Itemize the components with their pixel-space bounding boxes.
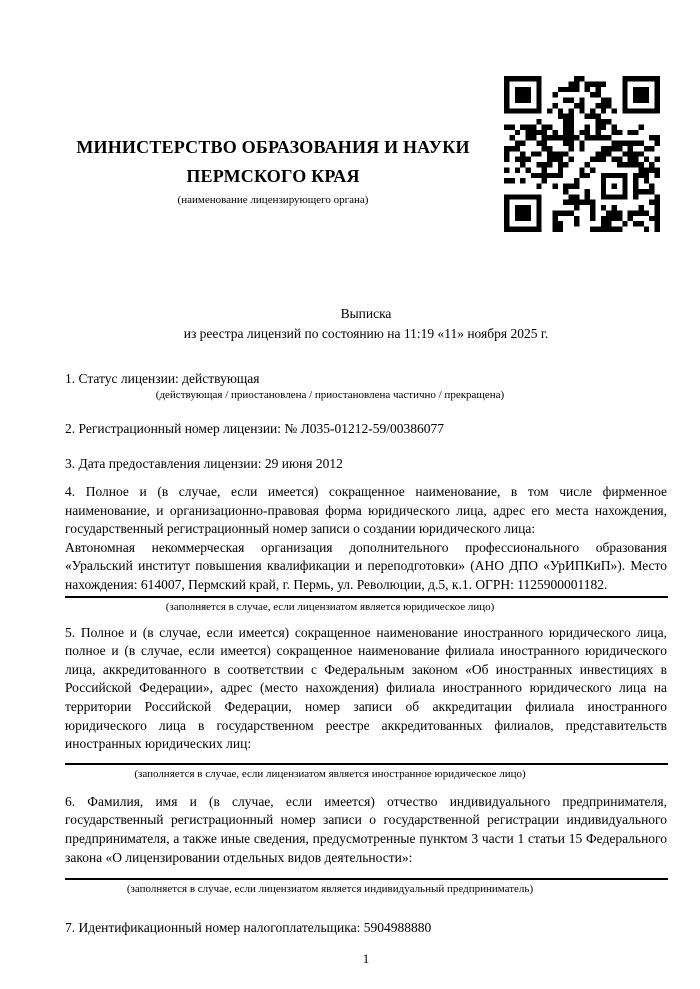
document-title [65, 304, 667, 344]
field-legal-entity-label: 4. Полное и (в случае, если имеется) сокращенное наименование, в том числе фирменное наименование, и организационно-правовая форма юридического лица, адрес его места нахождения, государственный регистрационный номер записи о создании юридического лица: [65, 484, 667, 537]
divider-line-legal-entity [65, 596, 668, 598]
document-title-line1: Выписка [340, 306, 392, 321]
empty-field-line-individual-entrepreneur [65, 878, 668, 880]
field-license-status: 1. Статус лицензии: действующая [65, 371, 260, 386]
licensing-authority-header [65, 133, 481, 207]
status-options-note: (действующая / приостановлена / приостановлена частично / прекращена) [155, 389, 505, 401]
authority-caption: (наименование лицензирующего органа) [177, 194, 369, 206]
field-grant-date: 3. Дата предоставления лицензии: 29 июня 2012 [65, 456, 343, 471]
ministry-name-line2: ПЕРМСКОГО КРАЯ [186, 166, 360, 186]
ministry-name-line1: МИНИСТЕРСТВО ОБРАЗОВАНИЯ И НАУКИ [76, 137, 470, 157]
field-foreign-entity-label: 5. Полное и (в случае, если имеется) сокращенное наименование иностранного юридического лица, полное и (в случае, если имеется) сокращенное наименование филиала иностранного юридического лица, аккредитованного в соответствии с Федеральным законом «Об иностранных инвестициях в Российской Федерации», адрес (место нахождения) филиала иностранного юридического лица на территории Российской Федерации, номер записи об аккредитации филиала иностранного юридического лица в государственном реестре аккредитованных филиалов, представительств иностранных юридических лиц: [65, 624, 667, 752]
individual-entrepreneur-note: (заполняется в случае, если лицензиатом является индивидуальный предприниматель) [126, 883, 534, 896]
field-taxpayer-number: 7. Идентификационный номер налогоплательщика: 5904988880 [65, 920, 432, 936]
page-number: 1 [362, 951, 370, 967]
foreign-entity-note: (заполняется в случае, если лицензиатом является иностранное юридическое лицо) [134, 767, 526, 780]
field-legal-entity-value: Автономная некоммерческая организация дополнительного профессионального образования «Уральский институт повышения квалификации и переподготовки» (АНО ДПО «УрИПКиП»). Место нахождения: 614007, Пермский край, г. Пермь, ул. Революции, д.5, к.1. ОГРН: 1125900001182. [65, 539, 667, 592]
document-title-line2: из реестра лицензий по состоянию на 11:19 «11» ноября 2025 г. [183, 326, 549, 341]
empty-field-line-foreign-entity [65, 763, 668, 765]
field-registration-number: 2. Регистрационный номер лицензии: № Л035-01212-59/00386077 [65, 421, 445, 436]
qr-code-icon [504, 76, 660, 232]
field-individual-entrepreneur-label: 6. Фамилия, имя и (в случае, если имеется) отчество индивидуального предпринимателя, государственный регистрационный номер записи о государственной регистрации индивидуального предпринимателя, а также иные сведения, предусмотренные пунктом 3 части 1 статьи 15 Федерального закона «О лицензировании отдельных видов деятельности»: [65, 793, 667, 865]
legal-entity-note: (заполняется в случае, если лицензиатом является юридическое лицо) [165, 600, 495, 613]
